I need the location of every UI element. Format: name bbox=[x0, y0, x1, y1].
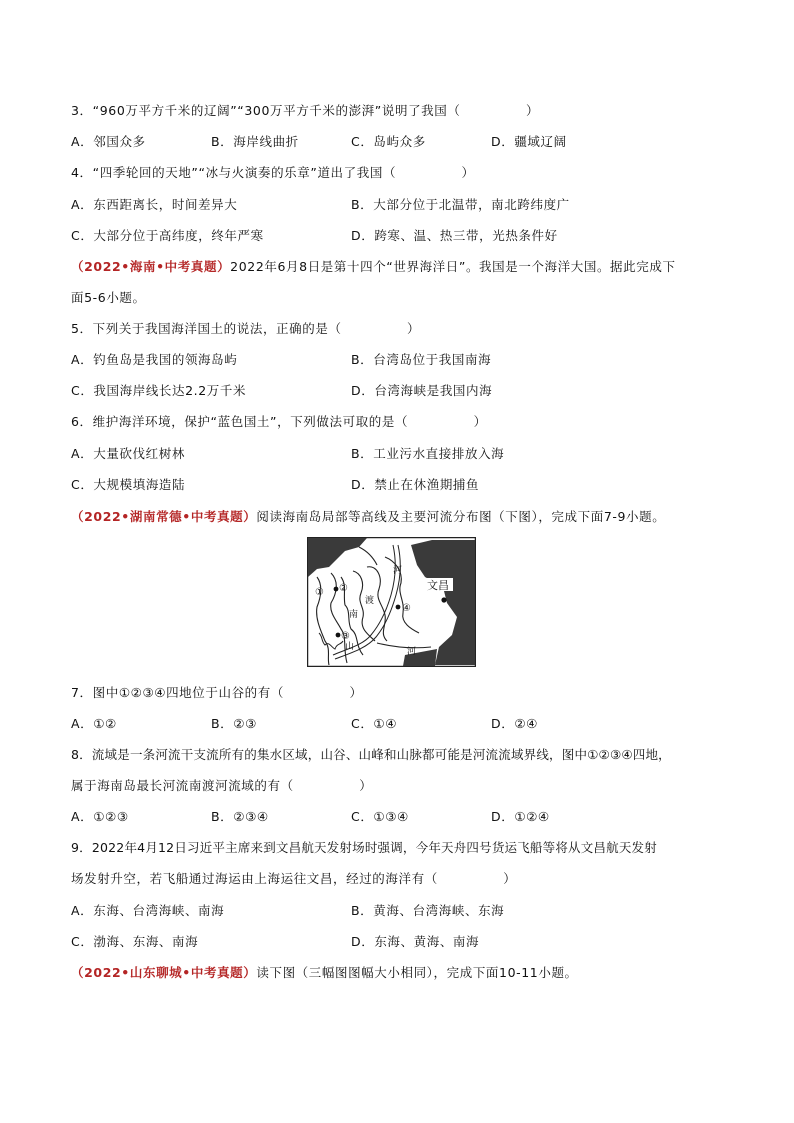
q8-option-a: A．①②③ bbox=[71, 809, 129, 824]
source-tag: （2022•湖南常德•中考真题） bbox=[71, 509, 257, 524]
q4-option-b: B．大部分位于北温带，南北跨纬度广 bbox=[351, 197, 570, 212]
q7-option-c: C．①④ bbox=[351, 716, 398, 731]
river-label-nan: 南 bbox=[349, 610, 359, 620]
q6-option-c: C．大规模填海造陆 bbox=[71, 477, 186, 492]
point-4-label: ④ bbox=[402, 603, 411, 614]
point-3-dot bbox=[336, 633, 341, 638]
q9-option-d: D．东海、黄海、南海 bbox=[351, 934, 480, 949]
q8-option-d: D．①②④ bbox=[491, 809, 550, 824]
point-2-dot bbox=[334, 587, 339, 592]
point-1-label: ① bbox=[315, 587, 324, 598]
q9-option-c: C．渤海、东海、南海 bbox=[71, 934, 199, 949]
q5-stem: 5．下列关于我国海洋国土的说法，正确的是（ ） bbox=[71, 321, 421, 336]
q3-option-a: A．邻国众多 bbox=[71, 134, 146, 149]
q8-stem-line1: 8．流域是一条河流干支流所有的集水区域，山谷、山峰和山脉都可能是河流流域界线，图中①②③④四地， bbox=[71, 747, 671, 762]
q4-option-a: A．东西距离长，时间差异大 bbox=[71, 197, 238, 212]
q3-option-d: D．疆域辽阔 bbox=[491, 134, 567, 149]
intro-text: 2022年6月8日是第十四个“世界海洋日”。我国是一个海洋大国。据此完成下 bbox=[230, 259, 676, 274]
q5-option-a: A．钓鱼岛是我国的领海岛屿 bbox=[71, 352, 238, 367]
source-tag: （2022•山东聊城•中考真题） bbox=[71, 965, 257, 980]
river-label-du: 渡 bbox=[365, 596, 375, 606]
q6-stem: 6．维护海洋环境，保护“蓝色国土”，下列做法可取的是（ ） bbox=[71, 414, 487, 429]
q9-stem-line1: 9．2022年4月12日习近平主席来到文昌航天发射场时强调，今年天舟四号货运飞船等将从文昌航天发射 bbox=[71, 840, 657, 855]
river-label-he2: 河 bbox=[407, 647, 417, 657]
q4-stem: 4．“四季轮回的天地”“冰与火演奏的乐章”道出了我国（ ） bbox=[71, 165, 475, 180]
q8-stem-line2: 属于海南岛最长河流南渡河流域的有（ ） bbox=[71, 778, 373, 793]
q8-option-c: C．①③④ bbox=[351, 809, 409, 824]
point-3-label: ③ bbox=[341, 631, 350, 642]
intro-text: 读下图（三幅图图幅大小相同），完成下面10-11小题。 bbox=[256, 965, 578, 980]
q3-option-c: C．岛屿众多 bbox=[351, 134, 426, 149]
q8-option-b: B．②③④ bbox=[211, 809, 269, 824]
q6-option-b: B．工业污水直接排放入海 bbox=[351, 446, 505, 461]
q4-option-c: C．大部分位于高纬度，终年严寒 bbox=[71, 228, 264, 243]
q9-option-a: A．东海、台湾海峡、南海 bbox=[71, 903, 225, 918]
river-label-he: 河 bbox=[393, 566, 403, 576]
q9-stem-line2: 场发射升空，若飞船通过海运由上海运往文昌，经过的海洋有（ ） bbox=[71, 871, 517, 886]
q5-option-d: D．台湾海峡是我国内海 bbox=[351, 383, 493, 398]
q7-option-a: A．①② bbox=[71, 716, 117, 731]
q3-stem: 3．“960万平方千米的辽阔”“300万平方千米的澎湃”说明了我国（ ） bbox=[71, 103, 540, 118]
q7-option-d: D．②④ bbox=[491, 716, 538, 731]
q7-option-b: B．②③ bbox=[211, 716, 257, 731]
q9-option-b: B．黄海、台湾海峡、东海 bbox=[351, 903, 505, 918]
point-4-dot bbox=[396, 605, 401, 610]
q7-stem: 7．图中①②③④四地位于山谷的有（ ） bbox=[71, 685, 363, 700]
intro-text: 阅读海南岛局部等高线及主要河流分布图（下图），完成下面7-9小题。 bbox=[256, 509, 666, 524]
intro-hainan-cont: 面5-6小题。 bbox=[71, 290, 146, 305]
intro-hainan bbox=[71, 259, 676, 275]
hainan-contour-map bbox=[307, 537, 476, 667]
river-label-shan: 山 bbox=[345, 642, 355, 652]
q5-option-c: C．我国海岸线长达2.2万千米 bbox=[71, 383, 247, 398]
city-wenchang-dot bbox=[441, 597, 446, 602]
q3-option-b: B．海岸线曲折 bbox=[211, 134, 299, 149]
q6-option-d: D．禁止在休渔期捕鱼 bbox=[351, 477, 480, 492]
intro-liaocheng bbox=[71, 965, 578, 981]
intro-changde bbox=[71, 509, 665, 525]
q6-option-a: A．大量砍伐红树林 bbox=[71, 446, 185, 461]
q4-option-d: D．跨寒、温、热三带，光热条件好 bbox=[351, 228, 558, 243]
source-tag: （2022•海南•中考真题） bbox=[71, 259, 231, 274]
city-wenchang-label: 文昌 bbox=[427, 579, 449, 592]
q5-option-b: B．台湾岛位于我国南海 bbox=[351, 352, 492, 367]
point-2-label: ② bbox=[339, 583, 348, 594]
